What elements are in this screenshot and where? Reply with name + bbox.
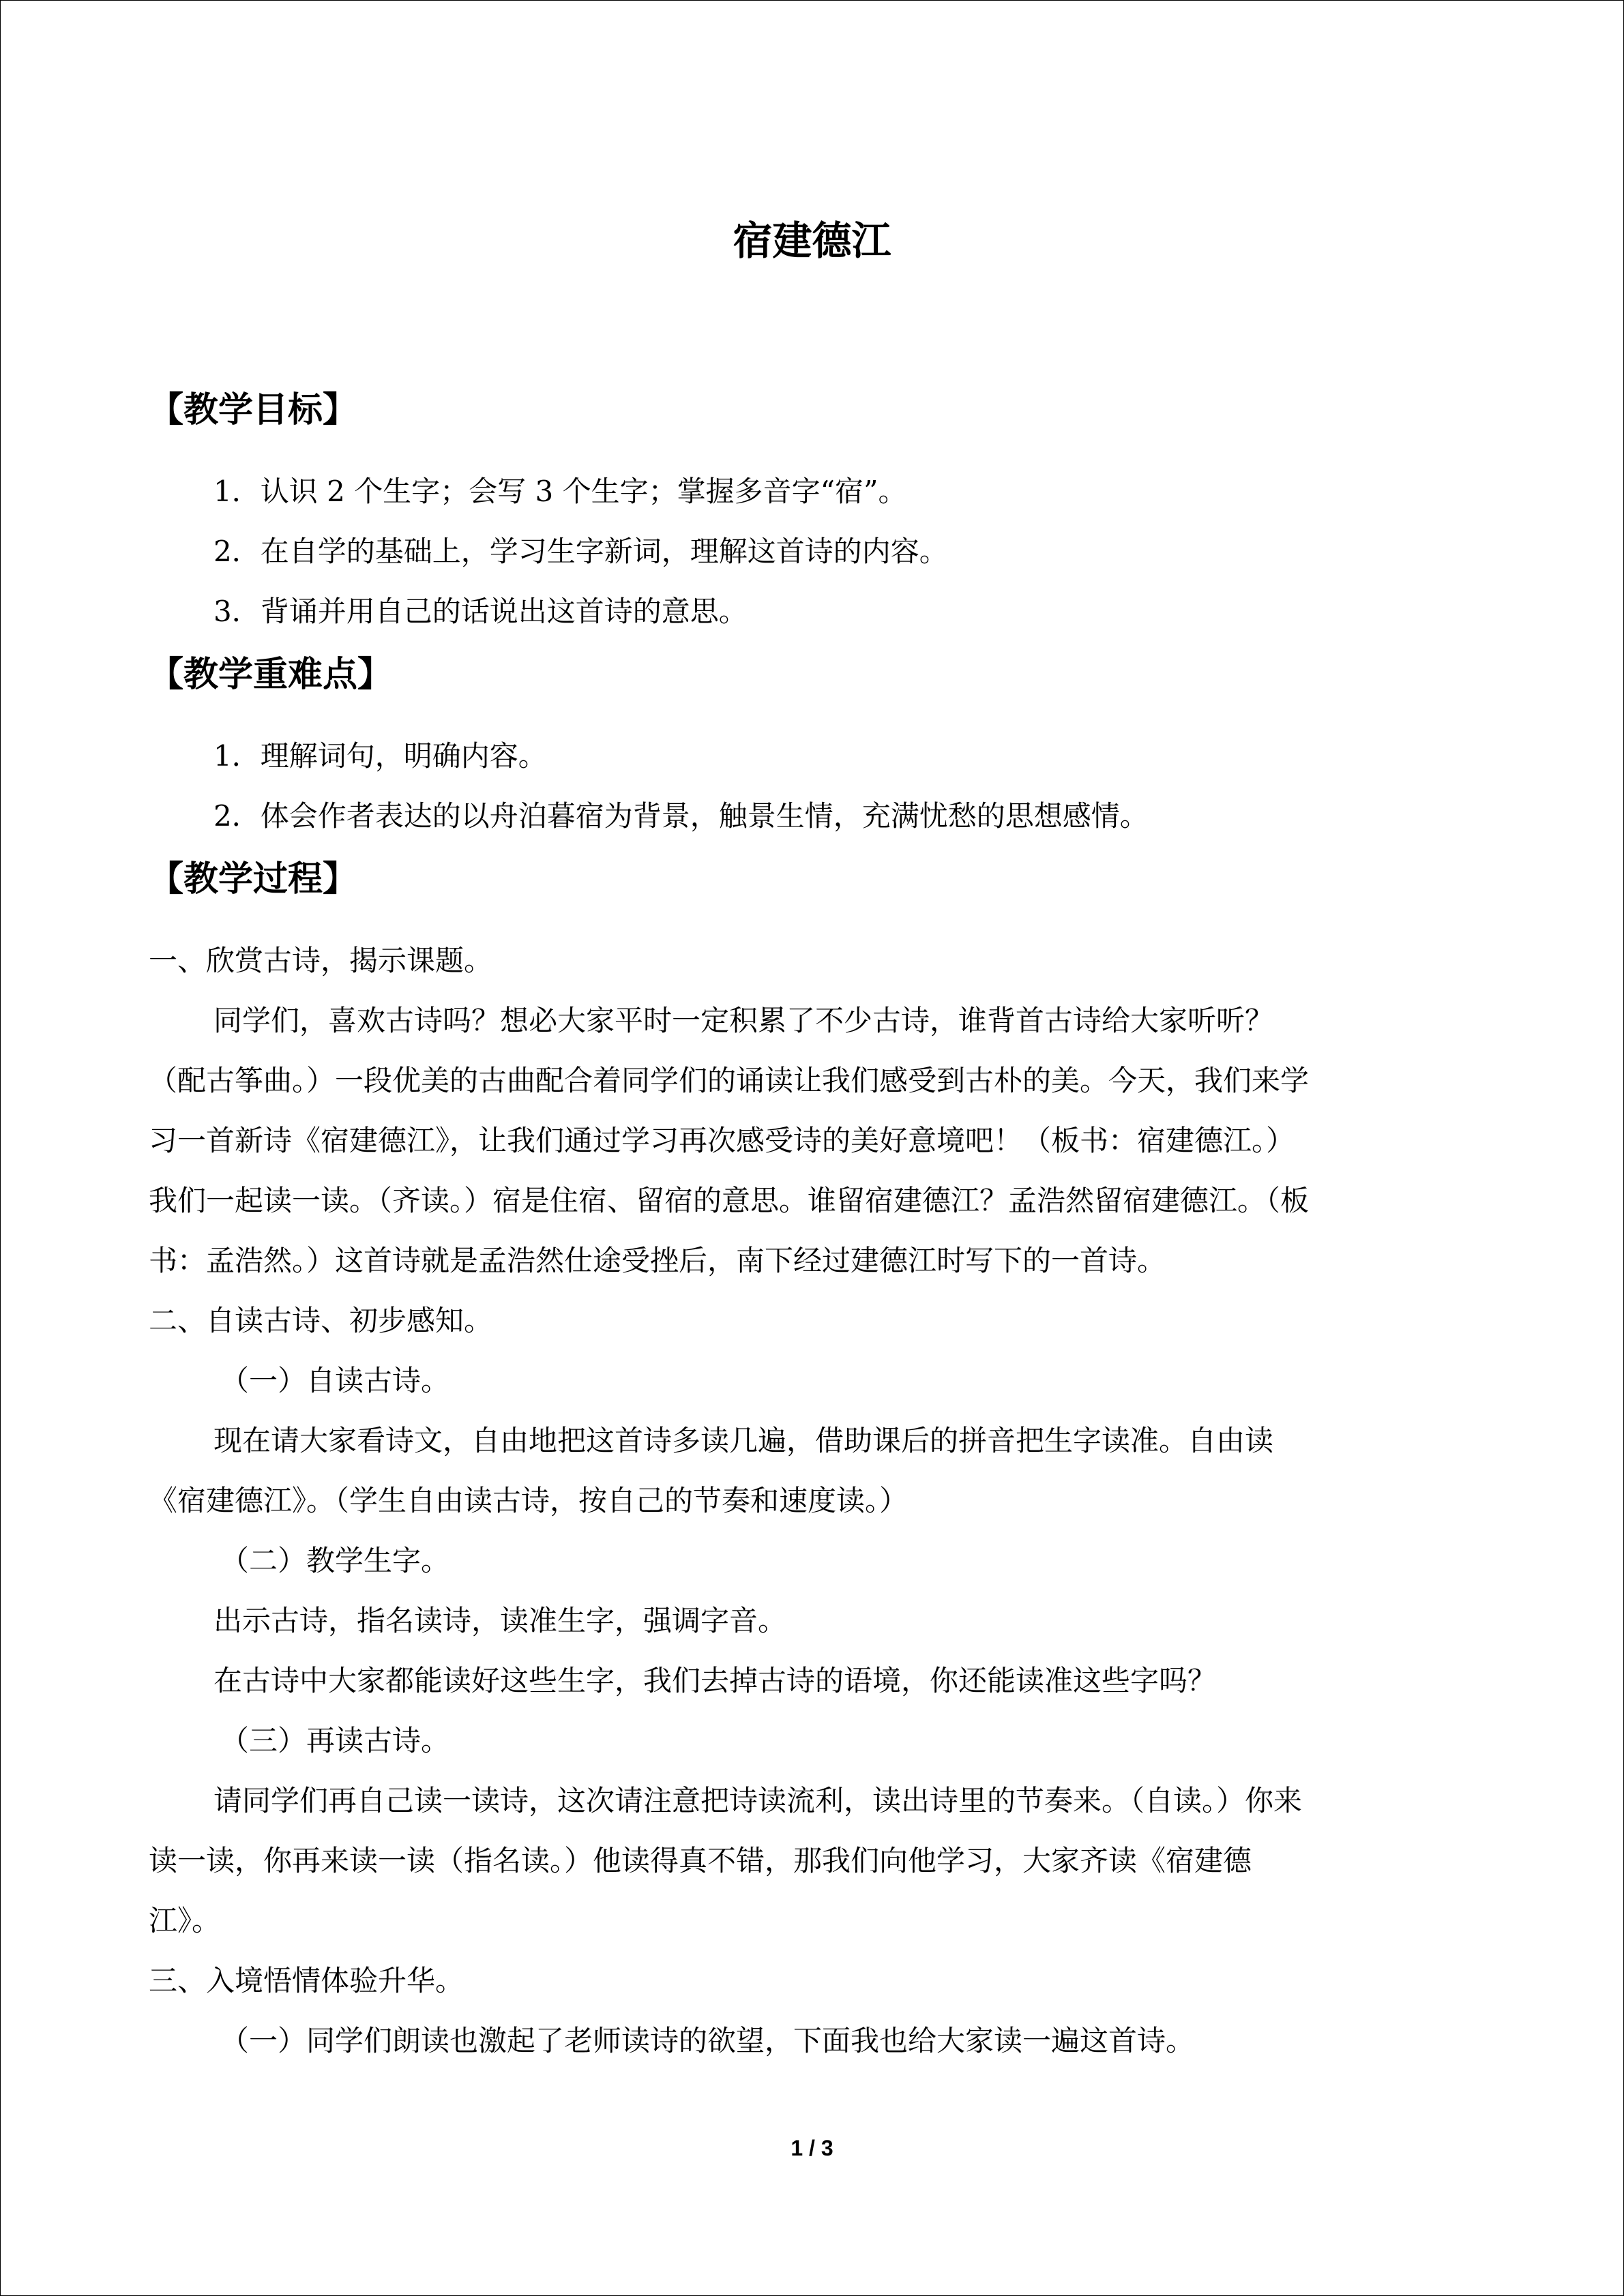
- key-point-item: 1．理解词句，明确内容。: [213, 739, 547, 773]
- process-line: （配古筝曲。）一段优美的古曲配合着同学们的诵读让我们感受到古朴的美。今天，我们来学: [149, 1064, 1310, 1097]
- process-line: 在古诗中大家都能读好这些生字，我们去掉古诗的语境，你还能读准这些字吗？: [213, 1664, 1217, 1697]
- section-heading-key-points: 【教学重难点】: [149, 655, 393, 695]
- objective-item: 2．在自学的基础上，学习生字新词，理解这首诗的内容。: [213, 535, 948, 568]
- process-line: 现在请大家看诗文，自由地把这首诗多读几遍，借助课后的拼音把生字读准。自由读: [213, 1424, 1274, 1457]
- process-line: 同学们，喜欢古诗吗？想必大家平时一定积累了不少古诗，谁背首古诗给大家听听？: [213, 1004, 1274, 1037]
- process-line: 我们一起读一读。（齐读。）宿是住宿、留宿的意思。谁留宿建德江？孟浩然留宿建德江。（板: [149, 1184, 1310, 1217]
- process-line: 三、入境悟情体验升华。: [149, 1964, 464, 1997]
- page-number: 1 / 3: [791, 2136, 833, 2160]
- process-line: 《宿建德江》。（学生自由读古诗，按自己的节奏和速度读。）: [149, 1484, 909, 1517]
- process-line: 读一读，你再来读一读（指名读。）他读得真不错，那我们向他学习，大家齐读《宿建德: [149, 1844, 1252, 1877]
- process-line: 出示古诗，指名读诗，读准生字，强调字音。: [213, 1604, 787, 1637]
- process-line: （三）再读古诗。: [220, 1724, 450, 1757]
- process-line: （一）同学们朗读也激起了老师读诗的欲望，下面我也给大家读一遍这首诗。: [220, 2024, 1195, 2057]
- process-line: 习一首新诗《宿建德江》，让我们通过学习再次感受诗的美好意境吧！（板书：宿建德江。）: [149, 1124, 1295, 1157]
- process-line: （二）教学生字。: [220, 1544, 450, 1577]
- document-title: 宿建德江: [733, 218, 891, 264]
- process-line: 江》。: [149, 1904, 221, 1937]
- key-point-item: 2．体会作者表达的以舟泊暮宿为背景，触景生情，充满忧愁的思想感情。: [213, 799, 1149, 833]
- objective-item: 3．背诵并用自己的话说出这首诗的意思。: [213, 595, 748, 628]
- section-heading-objectives: 【教学目标】: [149, 390, 358, 430]
- process-line: 请同学们再自己读一读诗，这次请注意把诗读流利，读出诗里的节奏来。（自读。）你来: [213, 1784, 1303, 1817]
- process-line: 书：孟浩然。）这首诗就是孟浩然仕途受挫后，南下经过建德江时写下的一首诗。: [149, 1244, 1166, 1277]
- process-line: （一）自读古诗。: [220, 1364, 450, 1397]
- objective-item: 1．认识 2 个生字；会写 3 个生字；掌握多音字“宿”。: [213, 475, 907, 508]
- process-line: 二、自读古诗、初步感知。: [149, 1304, 493, 1337]
- section-heading-process: 【教学过程】: [149, 859, 358, 899]
- process-line: 一、欣赏古诗，揭示课题。: [149, 944, 493, 977]
